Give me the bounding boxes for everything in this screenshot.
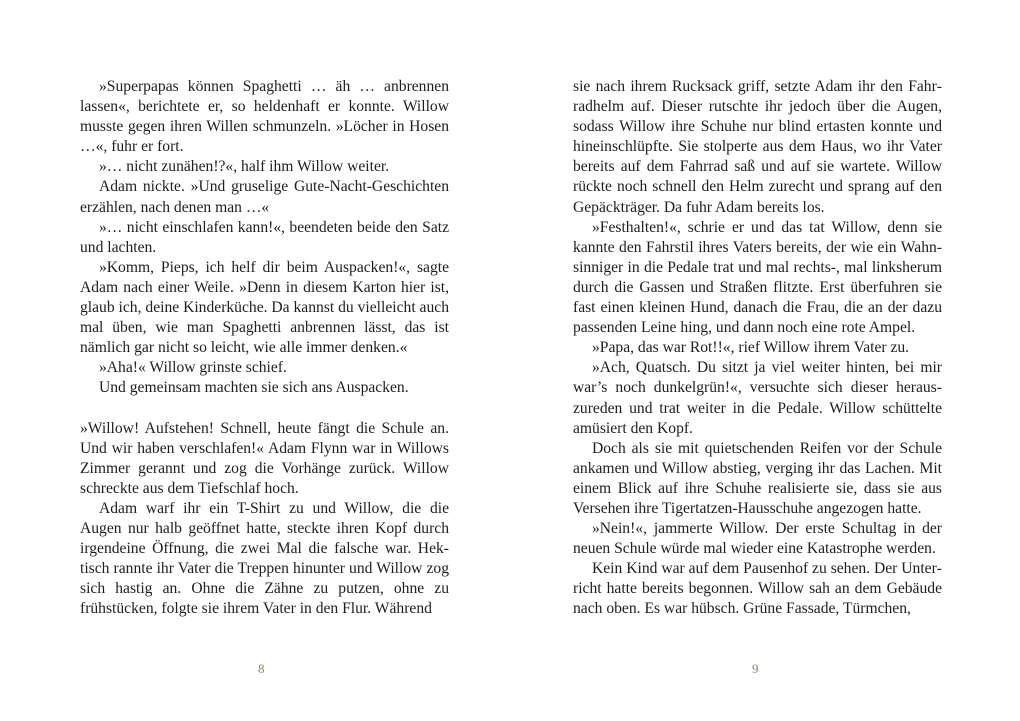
paragraph: »… nicht zunähen!?«, half ihm Willow weiter. <box>99 158 390 176</box>
right-page <box>573 77 942 620</box>
paragraph: »Nein!«, jammerte Willow. Der erste Schultag in der neuen Schule würde mal wieder eine Katastrophe werden. <box>573 520 942 558</box>
section-break <box>80 399 449 419</box>
paragraph: »Papa, das war Rot!!«, rief Willow ihrem Vater zu. <box>592 339 910 357</box>
paragraph: Und gemeinsam machten sie sich ans Auspacken. <box>99 379 409 397</box>
paragraph: »Festhalten!«, schrie er und das tat Willow, denn sie kannte den Fahrstil ihres Vaters bereits, der wie ein Wahnsinniger in die Pedale trat und mal rechts-, mal linksherum durch die Gassen und Straßen flitzte. Erst überfuhren sie fast einen kleinen Hund, danach die Frau, die an der dazu passenden Leine hing, und dann noch eine rote Ampel. <box>573 218 942 337</box>
page-number-right: 9 <box>752 661 759 676</box>
paragraph: »Ach, Quatsch. Du sitzt ja viel weiter hinten, bei mir war’s noch dunkelgrün!«, versuchte sich dieser herauszureden und trat weiter in die Pedale. Willow schüttelte amüsiert den Kopf. <box>573 359 942 437</box>
paragraph: sie nach ihrem Rucksack griff, setzte Adam ihr den Fahrradhelm auf. Dieser rutschte ihr jedoch über die Augen, sodass Willow ihre Schuhe nur blind ertasten konnte und hineinschlüpfte. Sie stolperte aus dem Haus, wo ihr Vater bereits auf dem Fahrrad saß und auf sie wartete. Willow rückte noch schnell den Helm zurecht und sprang auf den Gepäckträger. Da fuhr Adam bereits los. <box>573 78 942 216</box>
paragraph: Doch als sie mit quietschenden Reifen vor der Schule ankamen und Willow abstieg, verging ihr das Lachen. Mit einem Blick auf ihre Schuhe realisierte sie, dass sie aus Versehen ihre Tigertatzen-Hausschuhe angezogen hatte. <box>573 439 942 517</box>
paragraph: »… nicht einschlafen kann!«, beendeten beide den Satz und lachten. <box>80 218 449 256</box>
left-page <box>80 77 449 619</box>
paragraph: Adam warf ihr ein T-Shirt zu und Willow, die die Augen nur halb geöffnet hatte, steckte ihren Kopf durch irgendeine Öffnung, die zwei Mal die falsche war. Hektisch rannte ihr Vater die Treppen hinunter und Willow zog sich hastig an. Ohne die Zähne zu putzen, ohne zu frühstücken, folgte sie ihrem Vater in den Flur. Während <box>80 499 449 618</box>
paragraph: »Superpapas können Spaghetti … äh … anbrennen lassen«, berichtete er, so heldenhaft er konnte. Willow musste gegen ihren Willen schmunzeln. »Löcher in Hosen …«, fuhr er fort. <box>80 78 449 156</box>
paragraph: »Komm, Pieps, ich helf dir beim Auspacken!«, sagte Adam nach einer Weile. »Denn in diesem Karton hier ist, glaub ich, deine Kinderküche. Da kannst du vielleicht auch mal üben, wie man Spaghetti anbrennen lässt, das ist nämlich gar nicht so leicht, wie alle immer denken.« <box>80 258 449 357</box>
paragraph: »Aha!« Willow grinste schief. <box>99 359 287 377</box>
page-number-left: 8 <box>258 661 265 676</box>
paragraph: »Willow! Aufstehen! Schnell, heute fängt die Schule an. Und wir haben verschlafen!« Adam Flynn war in Willows Zimmer gerannt und zog die Vorhänge zurück. Willow schreckte aus dem Tiefschlaf hoch. <box>80 419 449 497</box>
paragraph: Adam nickte. »Und gruselige Gute-Nacht-Geschichten erzählen, nach denen man …« <box>80 178 449 216</box>
paragraph: Kein Kind war auf dem Pausenhof zu sehen. Der Unterricht hatte bereits begonnen. Willow sah an dem Gebäude nach oben. Es war hübsch. Grüne Fassade, Türmchen, <box>573 560 942 618</box>
